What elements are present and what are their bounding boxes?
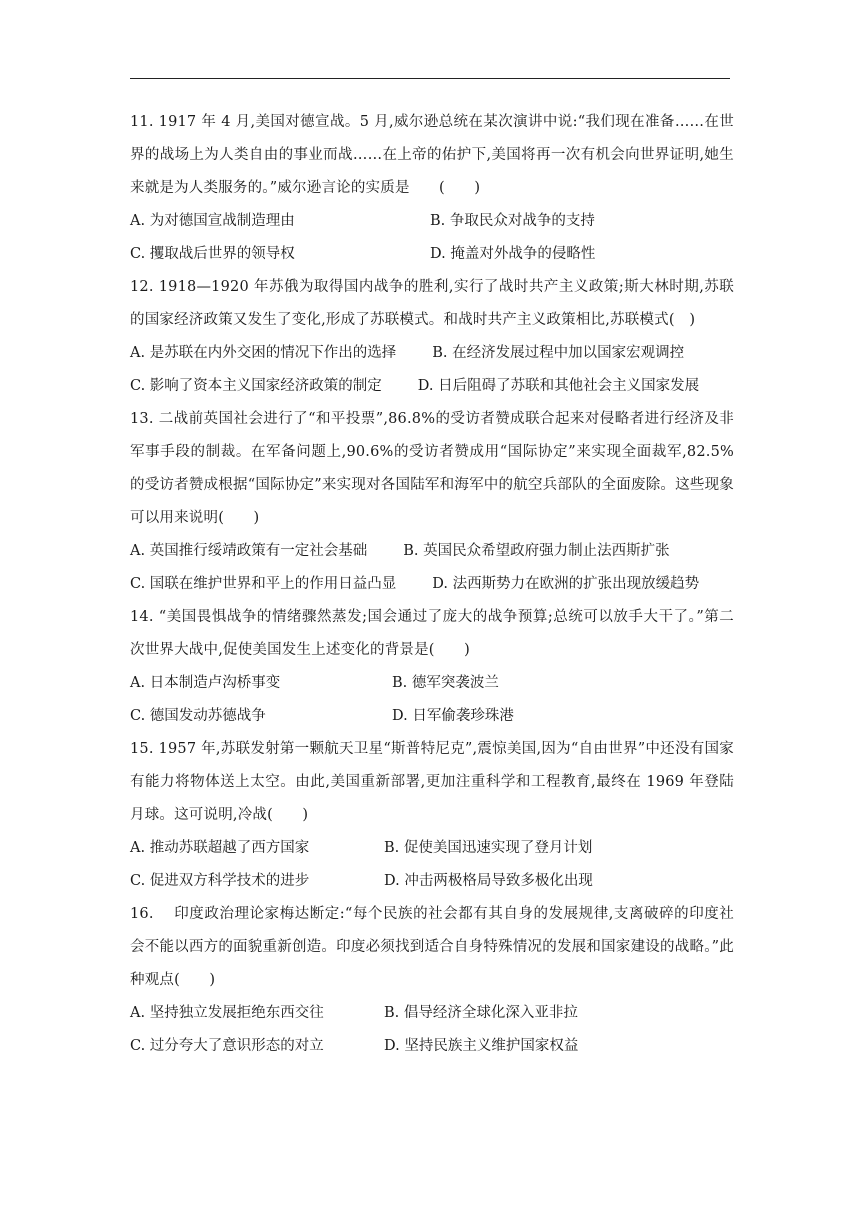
- option-d[interactable]: D. 日军偷袭珍珠港: [392, 708, 514, 724]
- question-11: [130, 106, 734, 271]
- option-a[interactable]: A. 推动苏联超越了西方国家: [130, 840, 310, 856]
- option-c[interactable]: C. 德国发动苏德战争: [130, 708, 266, 724]
- question-14: [130, 601, 734, 733]
- option-row: [130, 1030, 734, 1063]
- option-b[interactable]: B. 在经济发展过程中加以国家宏观调控: [432, 345, 685, 361]
- option-row: [130, 700, 734, 733]
- question-13: [130, 403, 734, 601]
- option-b[interactable]: B. 德军突袭波兰: [392, 675, 499, 691]
- option-row: [130, 337, 734, 370]
- option-b[interactable]: B. 倡导经济全球化深入亚非拉: [384, 1005, 578, 1021]
- header-rule: [130, 78, 730, 79]
- question-12: [130, 271, 734, 403]
- option-c[interactable]: C. 促进双方科学技术的进步: [130, 873, 310, 889]
- question-stem: 12. 1918—1920 年苏俄为取得国内战争的胜利,实行了战时共产主义政策;斯大林时期,苏联的国家经济政策又发生了变化,形成了苏联模式。和战时共产主义政策相比,苏联模式( ): [130, 279, 734, 328]
- option-d[interactable]: D. 冲击两极格局导致多极化出现: [384, 873, 593, 889]
- option-c[interactable]: C. 过分夸大了意识形态的对立: [130, 1038, 324, 1054]
- option-b[interactable]: B. 促使美国迅速实现了登月计划: [384, 840, 593, 856]
- question-stem: 15. 1957 年,苏联发射第一颗航天卫星“斯普特尼克”,震惊美国,因为“自由世界”中还没有国家有能力将物体送上太空。由此,美国重新部署,更加注重科学和工程教育,最终在 1969 年登陆月球。这可说明,冷战( ): [130, 741, 734, 823]
- option-row: [130, 205, 734, 238]
- option-c[interactable]: C. 攫取战后世界的领导权: [130, 246, 295, 262]
- option-row: [130, 667, 734, 700]
- option-a[interactable]: A. 是苏联在内外交困的情况下作出的选择: [130, 345, 397, 361]
- option-a[interactable]: A. 日本制造卢沟桥事变: [130, 675, 281, 691]
- option-d[interactable]: D. 法西斯势力在欧洲的扩张出现放缓趋势: [432, 576, 700, 592]
- option-b[interactable]: B. 争取民众对战争的支持: [430, 213, 595, 229]
- option-row: [130, 832, 734, 865]
- option-row: [130, 997, 734, 1030]
- question-15: [130, 733, 734, 898]
- option-row: [130, 568, 734, 601]
- option-c[interactable]: C. 影响了资本主义国家经济政策的制定: [130, 378, 382, 394]
- question-stem: 14. “美国畏惧战争的情绪骤然蒸发;国会通过了庞大的战争预算;总统可以放手大干了。”第二次世界大战中,促使美国发生上述变化的背景是( ): [130, 609, 734, 658]
- option-row: [130, 238, 734, 271]
- option-d[interactable]: D. 日后阻碍了苏联和其他社会主义国家发展: [417, 378, 700, 394]
- option-row: [130, 865, 734, 898]
- question-stem: 11. 1917 年 4 月,美国对德宣战。5 月,威尔逊总统在某次演讲中说:“我们现在准备……在世界的战场上为人类自由的事业而战……在上帝的佑护下,美国将再一次有机会向世界证明,她生来就是为人类服务的。”威尔逊言论的实质是 ( ): [130, 114, 734, 196]
- option-row: [130, 535, 734, 568]
- option-row: [130, 370, 734, 403]
- question-stem: 16. 印度政治理论家梅达断定:“每个民族的社会都有其自身的发展规律,支离破碎的印度社会不能以西方的面貌重新创造。印度必须找到适合自身特殊情况的发展和国家建设的战略。”此种观点( ): [130, 906, 734, 988]
- question-stem: 13. 二战前英国社会进行了“和平投票”,86.8%的受访者赞成联合起来对侵略者进行经济及非军事手段的制裁。在军备问题上,90.6%的受访者赞成用“国际协定”来实现全面裁军,82.5%的受访者赞成根据“国际协定”来实现对各国陆军和海军中的航空兵部队的全面废除。这些现象可以用来说明( ): [130, 411, 734, 526]
- option-a[interactable]: A. 为对德国宣战制造理由: [130, 213, 295, 229]
- option-c[interactable]: C. 国联在维护世界和平上的作用日益凸显: [130, 576, 397, 592]
- question-16: [130, 898, 734, 1063]
- option-d[interactable]: D. 掩盖对外战争的侵略性: [430, 246, 596, 262]
- option-b[interactable]: B. 英国民众希望政府强力制止法西斯扩张: [403, 543, 670, 559]
- option-a[interactable]: A. 坚持独立发展拒绝东西交往: [130, 1005, 324, 1021]
- option-d[interactable]: D. 坚持民族主义维护国家权益: [384, 1038, 579, 1054]
- question-list: [130, 106, 734, 1063]
- option-a[interactable]: A. 英国推行绥靖政策有一定社会基础: [130, 543, 368, 559]
